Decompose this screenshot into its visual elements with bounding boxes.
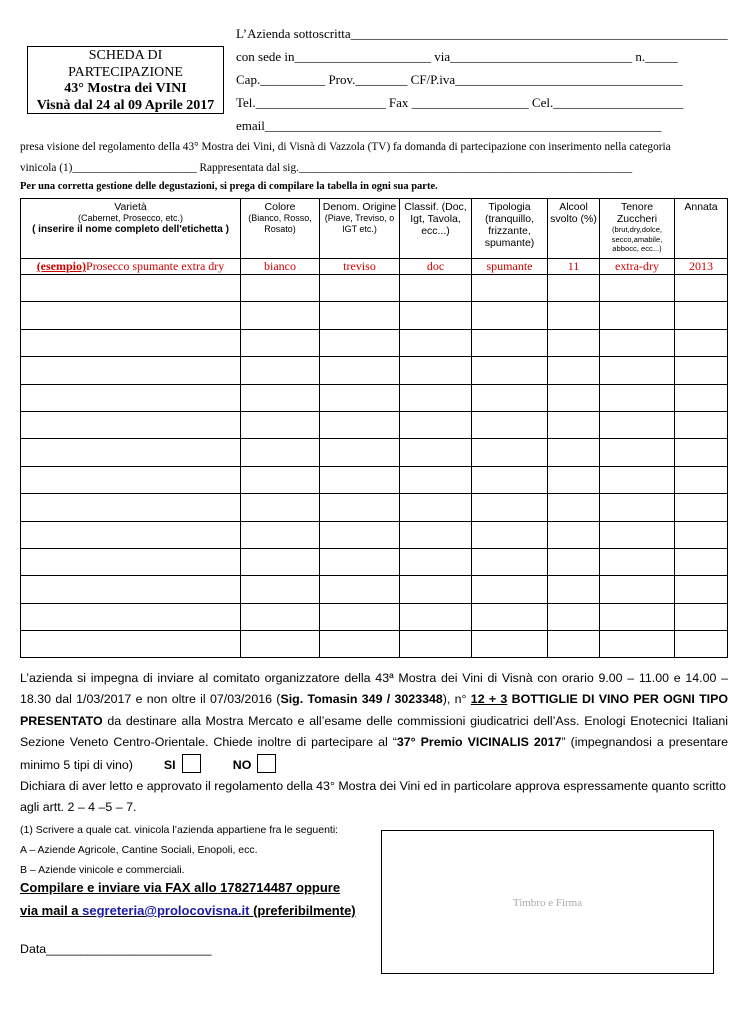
header-classif: Classif. (Doc, Igt, Tavola, ecc...) — [400, 199, 472, 259]
table-cell[interactable] — [241, 357, 320, 384]
example-classif: doc — [400, 259, 472, 275]
table-cell[interactable] — [241, 384, 320, 411]
table-row — [21, 384, 728, 411]
table-cell[interactable] — [675, 411, 728, 438]
table-row — [21, 603, 728, 630]
header-tenore: Tenore Zuccheri (brut,dry,dolce, secco,amabile, abbocc, ecc...) — [600, 199, 675, 259]
table-cell[interactable] — [400, 411, 472, 438]
table-cell[interactable] — [400, 631, 472, 658]
note-b: B – Aziende vinicole e commerciali. — [20, 864, 185, 876]
table-cell[interactable] — [241, 521, 320, 548]
table-cell[interactable] — [600, 302, 675, 329]
table-cell[interactable] — [600, 357, 675, 384]
table-cell[interactable] — [241, 439, 320, 466]
stamp-label: Timbro e Firma — [512, 897, 583, 909]
table-cell[interactable] — [548, 384, 600, 411]
example-alcool: 11 — [548, 259, 600, 275]
table-cell[interactable] — [600, 384, 675, 411]
table-cell[interactable] — [400, 521, 472, 548]
table-cell[interactable] — [548, 548, 600, 575]
table-cell[interactable] — [21, 631, 241, 658]
table-cell[interactable] — [320, 603, 400, 630]
compile-note: Per una corretta gestione delle degustazioni, si prega di compilare la tabella in ogni sua parte. — [20, 181, 438, 192]
table-cell[interactable] — [675, 275, 728, 302]
header-alcool: Alcool svolto (%) — [548, 199, 600, 259]
table-cell[interactable] — [21, 357, 241, 384]
date-field[interactable]: Data________________________ — [20, 942, 212, 956]
table-row — [21, 329, 728, 356]
table-cell[interactable] — [241, 494, 320, 521]
header-annata: Annata — [675, 199, 728, 259]
table-cell[interactable] — [472, 302, 548, 329]
table-cell[interactable] — [472, 329, 548, 356]
scheda-line3: 43° Mostra dei VINI — [64, 81, 187, 96]
scheda-title-box — [27, 46, 224, 114]
no-checkbox[interactable] — [257, 754, 276, 773]
table-cell[interactable] — [600, 576, 675, 603]
note-1: (1) Scrivere a quale cat. vinicola l’azienda appartiene fra le seguenti: — [20, 824, 339, 836]
tel-field[interactable]: Tel.____________________ Fax __________________ Cel.____________________ — [236, 95, 684, 110]
table-cell[interactable] — [21, 576, 241, 603]
table-cell[interactable] — [600, 275, 675, 302]
table-row — [21, 411, 728, 438]
table-cell[interactable] — [320, 521, 400, 548]
table-cell[interactable] — [472, 439, 548, 466]
table-cell[interactable] — [21, 603, 241, 630]
table-cell[interactable] — [241, 548, 320, 575]
sede-field[interactable]: con sede in_____________________ via____________________________ n._____ — [236, 49, 678, 64]
table-cell[interactable] — [21, 494, 241, 521]
send-instructions — [20, 876, 356, 922]
commitment-paragraph: L’azienda si impegna di inviare al comitato organizzatore della 43ª Mostra dei Vini di Visnà con orario 9.00 – 11.00 e 14.00 – 18.30 dal 1/03/2017 e non oltre il 07/03/2016 (Sig. Tomasin 349 / 3023348), n° 12 + 3 BOTTIGLIE DI VINO PER OGNI TIPO PRESENTATO da destinare alla Mostra Mercato e all’esame delle commissioni giudicatrici dell’Ass. Enologi Enotecnici Italiani Sezione Veneto Centro-Orientale. Chiede inoltre di partecipare al “37° Premio VICINALIS 2017” (impegnandosi a presentare minimo 5 tipi di vino) SI NO — [20, 671, 728, 772]
scheda-line2: PARTECIPAZIONE — [68, 64, 183, 80]
header-denom: Denom. Origine (Piave, Treviso, o IGT etc.) — [320, 199, 400, 259]
table-cell[interactable] — [548, 576, 600, 603]
table-cell[interactable] — [600, 411, 675, 438]
example-colore: bianco — [241, 259, 320, 275]
table-cell[interactable] — [675, 384, 728, 411]
table-cell[interactable] — [241, 275, 320, 302]
table-cell[interactable] — [400, 576, 472, 603]
example-denom: treviso — [320, 259, 400, 275]
si-label: SI — [163, 757, 176, 772]
table-cell[interactable] — [675, 548, 728, 575]
table-cell[interactable] — [472, 411, 548, 438]
table-row — [21, 576, 728, 603]
table-cell[interactable] — [320, 548, 400, 575]
table-cell[interactable] — [241, 411, 320, 438]
table-cell[interactable] — [548, 357, 600, 384]
example-tipologia: spumante — [472, 259, 548, 275]
commitment-text — [20, 668, 728, 819]
intro-line1: presa visione del regolamento della 43° Mostra dei Vini, di Visnà di Vazzola (TV) fa domanda di partecipazione con inserimento nella categoria — [20, 141, 671, 153]
table-cell[interactable] — [472, 548, 548, 575]
table-cell[interactable] — [675, 329, 728, 356]
note-a: A – Aziende Agricole, Cantine Sociali, Enopoli, ecc. — [20, 844, 258, 856]
scheda-line4: Visnà dal 24 al 09 Aprile 2017 — [36, 97, 215, 113]
table-cell[interactable] — [472, 466, 548, 493]
table-cell[interactable] — [400, 384, 472, 411]
table-row — [21, 548, 728, 575]
intro-text — [20, 137, 730, 179]
table-cell[interactable] — [241, 466, 320, 493]
table-cell[interactable] — [600, 548, 675, 575]
bottle-quantity: 12 + 3 — [470, 692, 508, 707]
premio-name: 37° Premio VICINALIS 2017 — [396, 735, 562, 750]
table-cell[interactable] — [675, 603, 728, 630]
table-cell[interactable] — [472, 494, 548, 521]
table-cell[interactable] — [21, 521, 241, 548]
table-cell[interactable] — [400, 466, 472, 493]
table-cell[interactable] — [400, 357, 472, 384]
cap-field[interactable]: Cap.__________ Prov.________ CF/P.iva___________________________________ — [236, 72, 683, 87]
table-cell[interactable] — [675, 357, 728, 384]
table-cell[interactable] — [21, 384, 241, 411]
table-cell[interactable] — [320, 329, 400, 356]
table-cell[interactable] — [241, 603, 320, 630]
table-cell[interactable] — [675, 494, 728, 521]
table-cell[interactable] — [472, 576, 548, 603]
example-varieta: (esempio)Prosecco spumante extra dry — [21, 259, 241, 275]
table-cell[interactable] — [320, 494, 400, 521]
table-cell[interactable] — [400, 603, 472, 630]
table-cell[interactable] — [675, 631, 728, 658]
table-cell[interactable] — [320, 576, 400, 603]
table-cell[interactable] — [472, 603, 548, 630]
table-cell[interactable] — [320, 439, 400, 466]
table-cell[interactable] — [548, 603, 600, 630]
table-cell[interactable] — [548, 466, 600, 493]
table-cell[interactable] — [320, 466, 400, 493]
stamp-signature-box[interactable] — [381, 830, 714, 974]
table-cell[interactable] — [320, 411, 400, 438]
table-row — [21, 631, 728, 658]
table-cell[interactable] — [548, 521, 600, 548]
table-cell[interactable] — [675, 466, 728, 493]
header-tipologia: Tipologia (tranquillo, frizzante, spumante) — [472, 199, 548, 259]
no-label: NO — [232, 757, 252, 772]
email-field[interactable]: email_____________________________________________________________ — [236, 118, 662, 133]
table-cell[interactable] — [21, 329, 241, 356]
table-cell[interactable] — [320, 384, 400, 411]
si-checkbox[interactable] — [182, 754, 201, 773]
send-mail-line: via mail a segreteria@prolocovisna.it (preferibilmente) — [20, 903, 356, 918]
table-cell[interactable] — [548, 302, 600, 329]
table-cell[interactable] — [400, 275, 472, 302]
table-cell[interactable] — [21, 439, 241, 466]
table-cell[interactable] — [600, 439, 675, 466]
table-cell[interactable] — [400, 548, 472, 575]
table-cell[interactable] — [675, 302, 728, 329]
send-fax-line: Compilare e inviare via FAX allo 1782714487 oppure — [20, 880, 341, 895]
table-cell[interactable] — [600, 494, 675, 521]
table-row — [21, 357, 728, 384]
table-cell[interactable] — [21, 411, 241, 438]
table-cell[interactable] — [472, 631, 548, 658]
table-cell[interactable] — [600, 521, 675, 548]
table-cell[interactable] — [548, 329, 600, 356]
table-row — [21, 521, 728, 548]
example-annata: 2013 — [675, 259, 728, 275]
table-row — [21, 275, 728, 302]
table-cell[interactable] — [241, 631, 320, 658]
table-cell[interactable] — [600, 466, 675, 493]
table-cell[interactable] — [548, 275, 600, 302]
table-cell[interactable] — [21, 275, 241, 302]
header-varieta: Varietà (Cabernet, Prosecco, etc.) ( inserire il nome completo dell'etichetta ) — [21, 199, 241, 259]
table-cell[interactable] — [241, 302, 320, 329]
table-cell[interactable] — [472, 521, 548, 548]
table-cell[interactable] — [320, 275, 400, 302]
table-row — [21, 466, 728, 493]
table-cell[interactable] — [320, 357, 400, 384]
table-cell[interactable] — [472, 357, 548, 384]
table-cell[interactable] — [241, 329, 320, 356]
table-cell[interactable] — [675, 439, 728, 466]
table-cell[interactable] — [320, 631, 400, 658]
table-cell[interactable] — [472, 275, 548, 302]
contact-person: Sig. Tomasin 349 / 3023348 — [280, 692, 443, 707]
table-cell[interactable] — [472, 384, 548, 411]
bottle-notice: BOTTIGLIE DI VINO PER OGNI TIPO PRESENTATO — [20, 692, 728, 728]
table-cell[interactable] — [600, 603, 675, 630]
table-cell[interactable] — [675, 521, 728, 548]
table-cell[interactable] — [21, 548, 241, 575]
table-cell[interactable] — [400, 494, 472, 521]
azienda-field[interactable]: L’Azienda sottoscritta__________________________________________________________ — [236, 26, 728, 41]
table-cell[interactable] — [548, 439, 600, 466]
table-row — [21, 439, 728, 466]
table-cell[interactable] — [600, 631, 675, 658]
table-row — [21, 494, 728, 521]
declaration-paragraph: Dichiara di aver letto e approvato il regolamento della 43° Mostra dei Vini ed in particolare approva espressamente quanto scritto agli artt. 2 – 4 –5 – 7. — [20, 779, 726, 815]
example-row — [21, 259, 728, 275]
table-cell[interactable] — [320, 302, 400, 329]
table-cell[interactable] — [548, 494, 600, 521]
table-cell[interactable] — [21, 302, 241, 329]
table-cell[interactable] — [21, 466, 241, 493]
table-row — [21, 302, 728, 329]
intro-line2[interactable]: vinicola (1)______________________ Rappresentata dal sig.___________________________________________________________ — [20, 162, 633, 174]
table-cell[interactable] — [548, 631, 600, 658]
table-cell[interactable] — [241, 576, 320, 603]
example-tenore: extra-dry — [600, 259, 675, 275]
table-cell[interactable] — [675, 576, 728, 603]
table-cell[interactable] — [400, 329, 472, 356]
category-notes — [20, 820, 338, 880]
table-cell[interactable] — [600, 329, 675, 356]
table-cell[interactable] — [548, 411, 600, 438]
table-cell[interactable] — [400, 302, 472, 329]
wines-table — [20, 198, 728, 658]
table-cell[interactable] — [400, 439, 472, 466]
scheda-line1: SCHEDA DI — [88, 48, 163, 63]
header-colore: Colore (Bianco, Rosso, Rosato) — [241, 199, 320, 259]
email-link[interactable]: segreteria@prolocovisna.it — [82, 903, 250, 918]
